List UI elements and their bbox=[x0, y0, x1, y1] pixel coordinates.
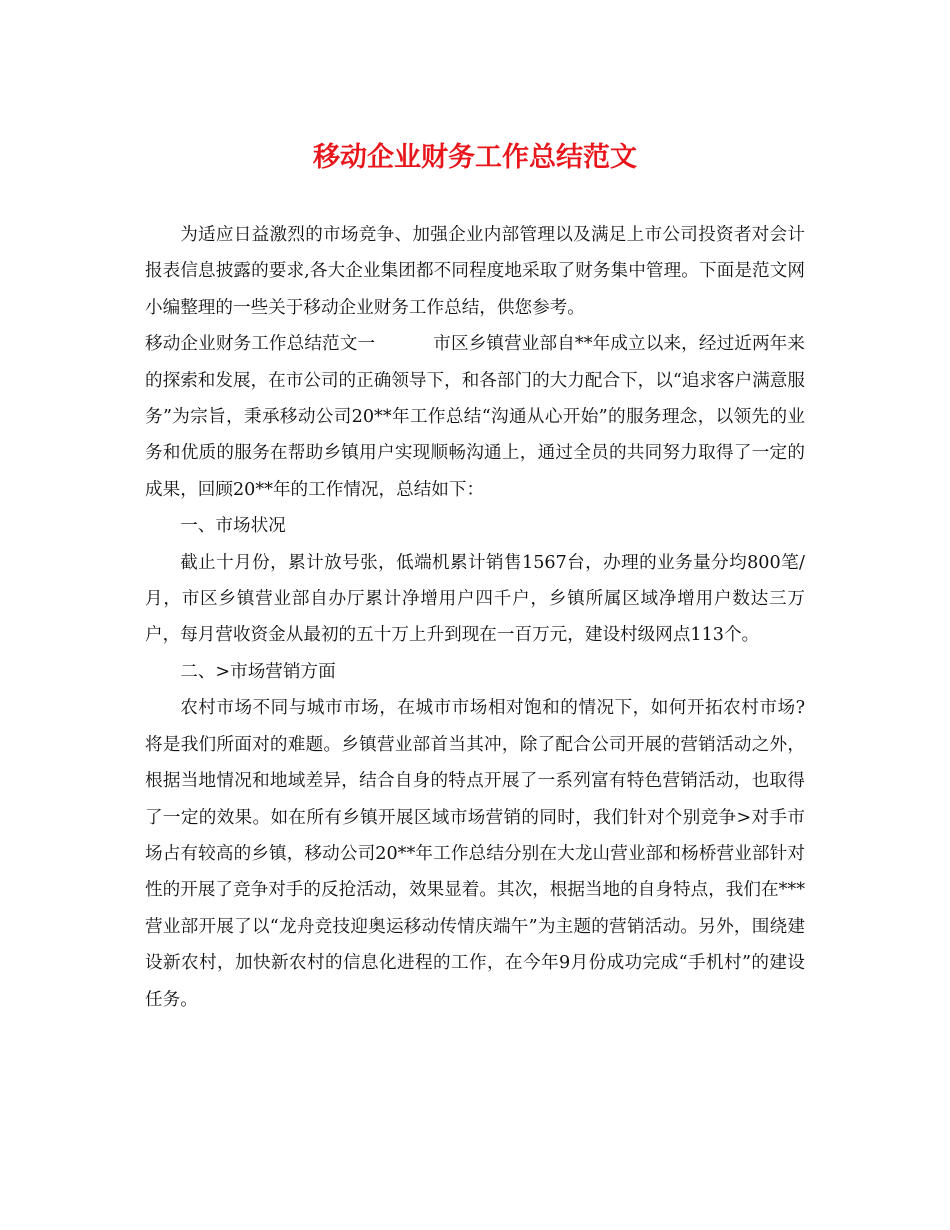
heading-marketing: 二、>市场营销方面 bbox=[180, 661, 336, 682]
section-paragraph bbox=[145, 326, 805, 508]
heading-market-status: 一、市场状况 bbox=[180, 516, 286, 537]
document-title: 移动企业财务工作总结范文 bbox=[313, 142, 637, 173]
market-status-paragraph: 截止十月份，累计放号张，低端机累计销售1567台，办理的业务量分均800笔/月，市区乡镇营业部自办厅累计净增用户四千户，乡镇所属区域净增用户数达三万户，每月营收资金从最初的五十万上升到现在一百万元，建设村级网点113个。 bbox=[145, 552, 805, 646]
section-label: 移动企业财务工作总结范文一 bbox=[145, 334, 376, 355]
intro-paragraph: 为适应日益激烈的市场竞争、加强企业内部管理以及满足上市公司投资者对会计报表信息披露的要求,各大企业集团都不同程度地采取了财务集中管理。下面是范文网小编整理的一些关于移动企业财务工作总结，供您参考。 bbox=[145, 225, 805, 318]
marketing-paragraph: 农村市场不同与城市市场，在城市市场相对饱和的情况下，如何开拓农村市场?将是我们所面对的难题。乡镇营业部首当其冲，除了配合公司开展的营销活动之外，根据当地情况和地域差异，结合自身的特点开展了一系列富有特色营销活动，也取得了一定的效果。如在所有乡镇开展区域市场营销的同时，我们针对个别竞争>对手市场占有较高的乡镇，移动公司20**年工作总结分别在大龙山营业部和杨桥营业部针对性的开展了竞争对手的反抢活动，效果显着。其次，根据当地的自身特点，我们在***营业部开展了以“龙舟竞技迎奥运移动传情庆端午”为主题的营销活动。另外，围绕建设新农村，加快新农村的信息化进程的工作，在今年9月份成功完成“手机村”的建设任务。 bbox=[145, 698, 805, 1010]
section-opening: 市区乡镇营业部自**年成立以来，经过近两年来的探索和发展，在市公司的正确领导下，和各部门的大力配合下，以“追求客户满意服务”为宗旨，秉承移动公司20**年工作总结“沟通从心开始”的服务理念，以领先的业务和优质的服务在帮助乡镇用户实现顺畅沟通上，通过全员的共同努力取得了一定的成果，回顾20**年的工作情况，总结如下： bbox=[145, 334, 805, 500]
document-body bbox=[145, 217, 805, 1018]
